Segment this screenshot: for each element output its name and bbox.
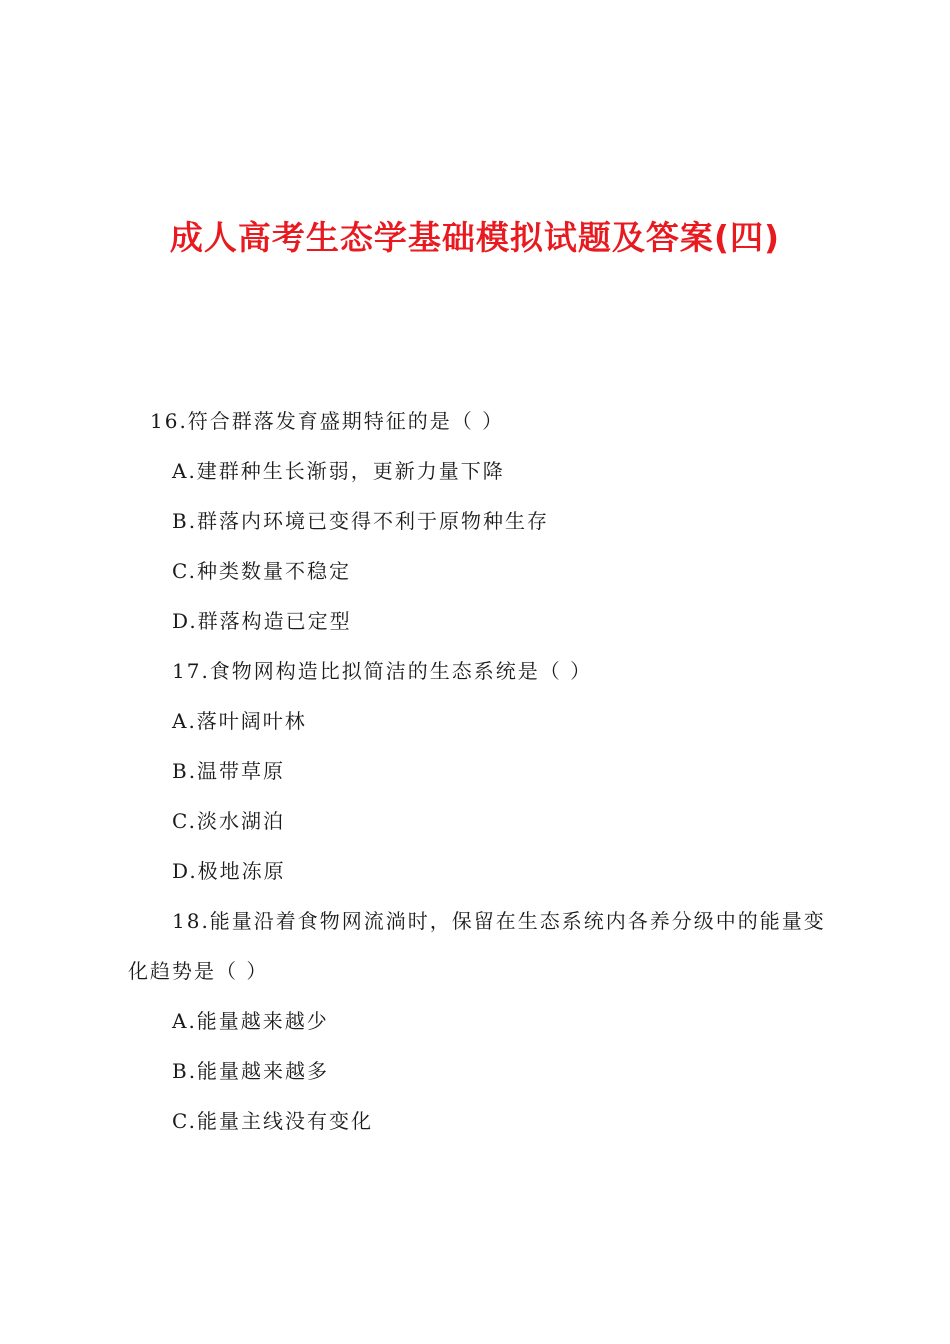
option-a: A.落叶阔叶林 xyxy=(172,709,307,733)
question-stem: 18.能量沿着食物网流淌时，保留在生态系统内各养分级中的能量变化趋势是（ ） xyxy=(128,909,826,983)
option-b: B.温带草原 xyxy=(172,759,286,783)
option-c: C.能量主线没有变化 xyxy=(172,1109,373,1133)
question-18 xyxy=(128,896,838,1146)
document-title: 成人高考生态学基础模拟试题及答案(四) xyxy=(169,218,781,257)
question-stem: 17.食物网构造比拟简洁的生态系统是（ ） xyxy=(172,659,593,683)
option-a: A.能量越来越少 xyxy=(172,1009,329,1033)
question-16 xyxy=(128,396,838,646)
option-c: C.种类数量不稳定 xyxy=(172,559,351,583)
option-b: B.群落内环境已变得不利于原物种生存 xyxy=(172,509,550,533)
question-stem: 16.符合群落发育盛期特征的是（ ） xyxy=(150,409,505,433)
option-c: C.淡水湖泊 xyxy=(172,809,285,833)
option-d: D.极地冻原 xyxy=(172,859,286,883)
option-a: A.建群种生长渐弱，更新力量下降 xyxy=(172,459,505,483)
question-17 xyxy=(128,646,838,896)
option-d: D.群落构造已定型 xyxy=(172,609,352,633)
question-list xyxy=(128,396,838,1146)
option-b: B.能量越来越多 xyxy=(172,1059,330,1083)
